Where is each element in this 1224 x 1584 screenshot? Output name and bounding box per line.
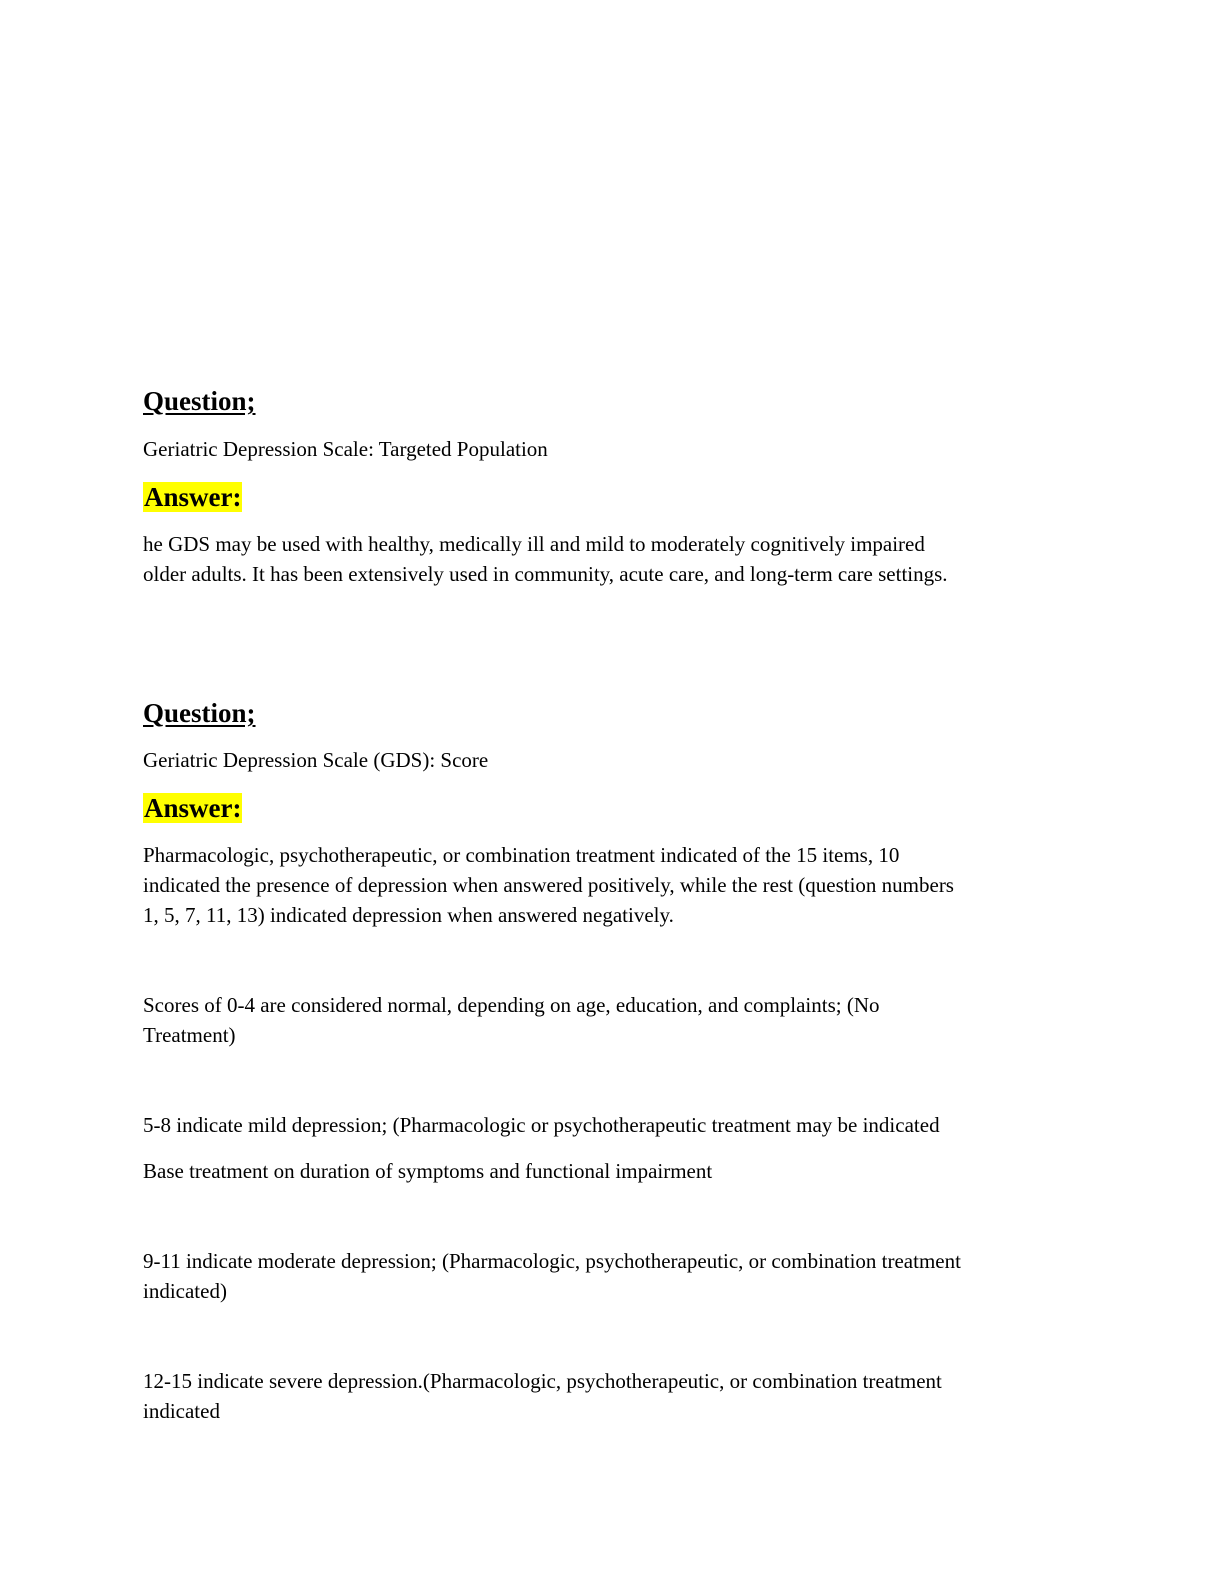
answer-1-line-2: older adults. It has been extensively used in community, acute care, and long-term care settings. <box>143 562 948 586</box>
score-mild-note: Base treatment on duration of symptoms and functional impairment <box>143 1159 713 1183</box>
question-heading-1: Question; <box>143 386 256 416</box>
question-heading-2: Question; <box>143 698 256 728</box>
answer-label-highlight-2: Answer: <box>144 793 242 823</box>
score-severe-line-1: 12-15 indicate severe depression.(Pharmacologic, psychotherapeutic, or combination treatment <box>143 1369 942 1393</box>
question-text-2: Geriatric Depression Scale (GDS): Score <box>143 748 489 772</box>
score-severe <box>143 1366 1093 1426</box>
score-moderate-line-1: 9-11 indicate moderate depression; (Pharmacologic, psychotherapeutic, or combination treatment <box>143 1249 961 1273</box>
answer-2-line-1: Pharmacologic, psychotherapeutic, or combination treatment indicated of the 15 items, 10 <box>143 843 900 867</box>
answer-2-line-3: 1, 5, 7, 11, 13) indicated depression when answered negatively. <box>143 903 674 927</box>
score-normal <box>143 990 1093 1050</box>
answer-label-highlight-1: Answer: <box>144 482 242 512</box>
score-severe-line-2: indicated <box>143 1399 220 1423</box>
answer-heading-2 <box>143 792 242 824</box>
question-text-1: Geriatric Depression Scale: Targeted Population <box>143 437 548 461</box>
score-normal-line-1: Scores of 0-4 are considered normal, depending on age, education, and complaints; (No <box>143 993 880 1017</box>
answer-text-1 <box>143 529 1093 589</box>
answer-1-line-1: he GDS may be used with healthy, medically ill and mild to moderately cognitively impaired <box>143 532 925 556</box>
score-moderate-line-2: indicated) <box>143 1279 227 1303</box>
score-normal-line-2: Treatment) <box>143 1023 236 1047</box>
answer-text-2 <box>143 840 1093 930</box>
answer-heading-1 <box>143 481 242 513</box>
score-mild: 5-8 indicate mild depression; (Pharmacologic or psychotherapeutic treatment may be indicated <box>143 1113 940 1137</box>
answer-2-line-2: indicated the presence of depression when answered positively, while the rest (question numbers <box>143 873 954 897</box>
score-moderate <box>143 1246 1093 1306</box>
